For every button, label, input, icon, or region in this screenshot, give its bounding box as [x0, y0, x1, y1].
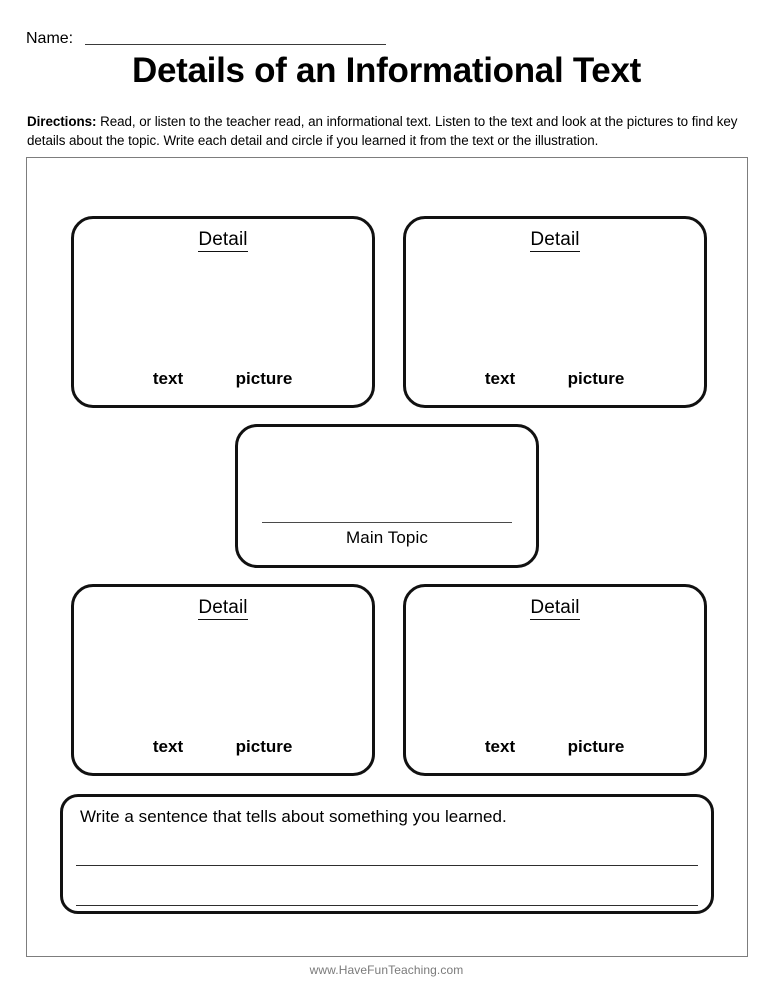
- choice-picture-option[interactable]: picture: [235, 737, 293, 756]
- detail-choice-group: [406, 737, 704, 757]
- choice-picture-option[interactable]: picture: [567, 737, 625, 756]
- footer-website[interactable]: www.HaveFunTeaching.com: [309, 963, 464, 977]
- sentence-writing-line[interactable]: [76, 865, 698, 866]
- choice-picture-option[interactable]: picture: [235, 369, 293, 388]
- directions-paragraph: [27, 112, 749, 150]
- main-topic-box[interactable]: [235, 424, 539, 568]
- choice-text-option[interactable]: text: [152, 737, 184, 756]
- choice-text-option[interactable]: text: [484, 737, 516, 756]
- detail-choice-group: [74, 737, 372, 757]
- sentence-prompt: Write a sentence that tells about something you learned.: [80, 807, 507, 826]
- main-topic-writing-line[interactable]: [262, 522, 512, 523]
- name-row: [26, 24, 386, 48]
- detail-box[interactable]: [403, 584, 707, 776]
- choice-text-option[interactable]: text: [484, 369, 516, 388]
- detail-heading: Detail: [198, 597, 248, 618]
- detail-heading: Detail: [530, 229, 580, 250]
- main-topic-label: Main Topic: [346, 528, 428, 547]
- detail-choice-group: [74, 369, 372, 389]
- detail-box[interactable]: [71, 584, 375, 776]
- detail-box[interactable]: [403, 216, 707, 408]
- directions-label: Directions:: [27, 114, 97, 129]
- name-label: Name:: [26, 30, 74, 47]
- detail-choice-group: [406, 369, 704, 389]
- sentence-writing-line[interactable]: [76, 905, 698, 906]
- detail-heading: Detail: [198, 229, 248, 250]
- detail-box[interactable]: [71, 216, 375, 408]
- choice-picture-option[interactable]: picture: [567, 369, 625, 388]
- name-writing-line[interactable]: [85, 44, 386, 45]
- detail-heading: Detail: [530, 597, 580, 618]
- directions-body: Read, or listen to the teacher read, an informational text. Listen to the text and look at the pictures to find key details about the topic. Write each detail and circle if you learned it from the text or the illustration.: [27, 114, 738, 148]
- page-title: Details of an Informational Text: [132, 51, 641, 90]
- choice-text-option[interactable]: text: [152, 369, 184, 388]
- worksheet-frame: [26, 157, 748, 957]
- sentence-response-box[interactable]: [60, 794, 714, 914]
